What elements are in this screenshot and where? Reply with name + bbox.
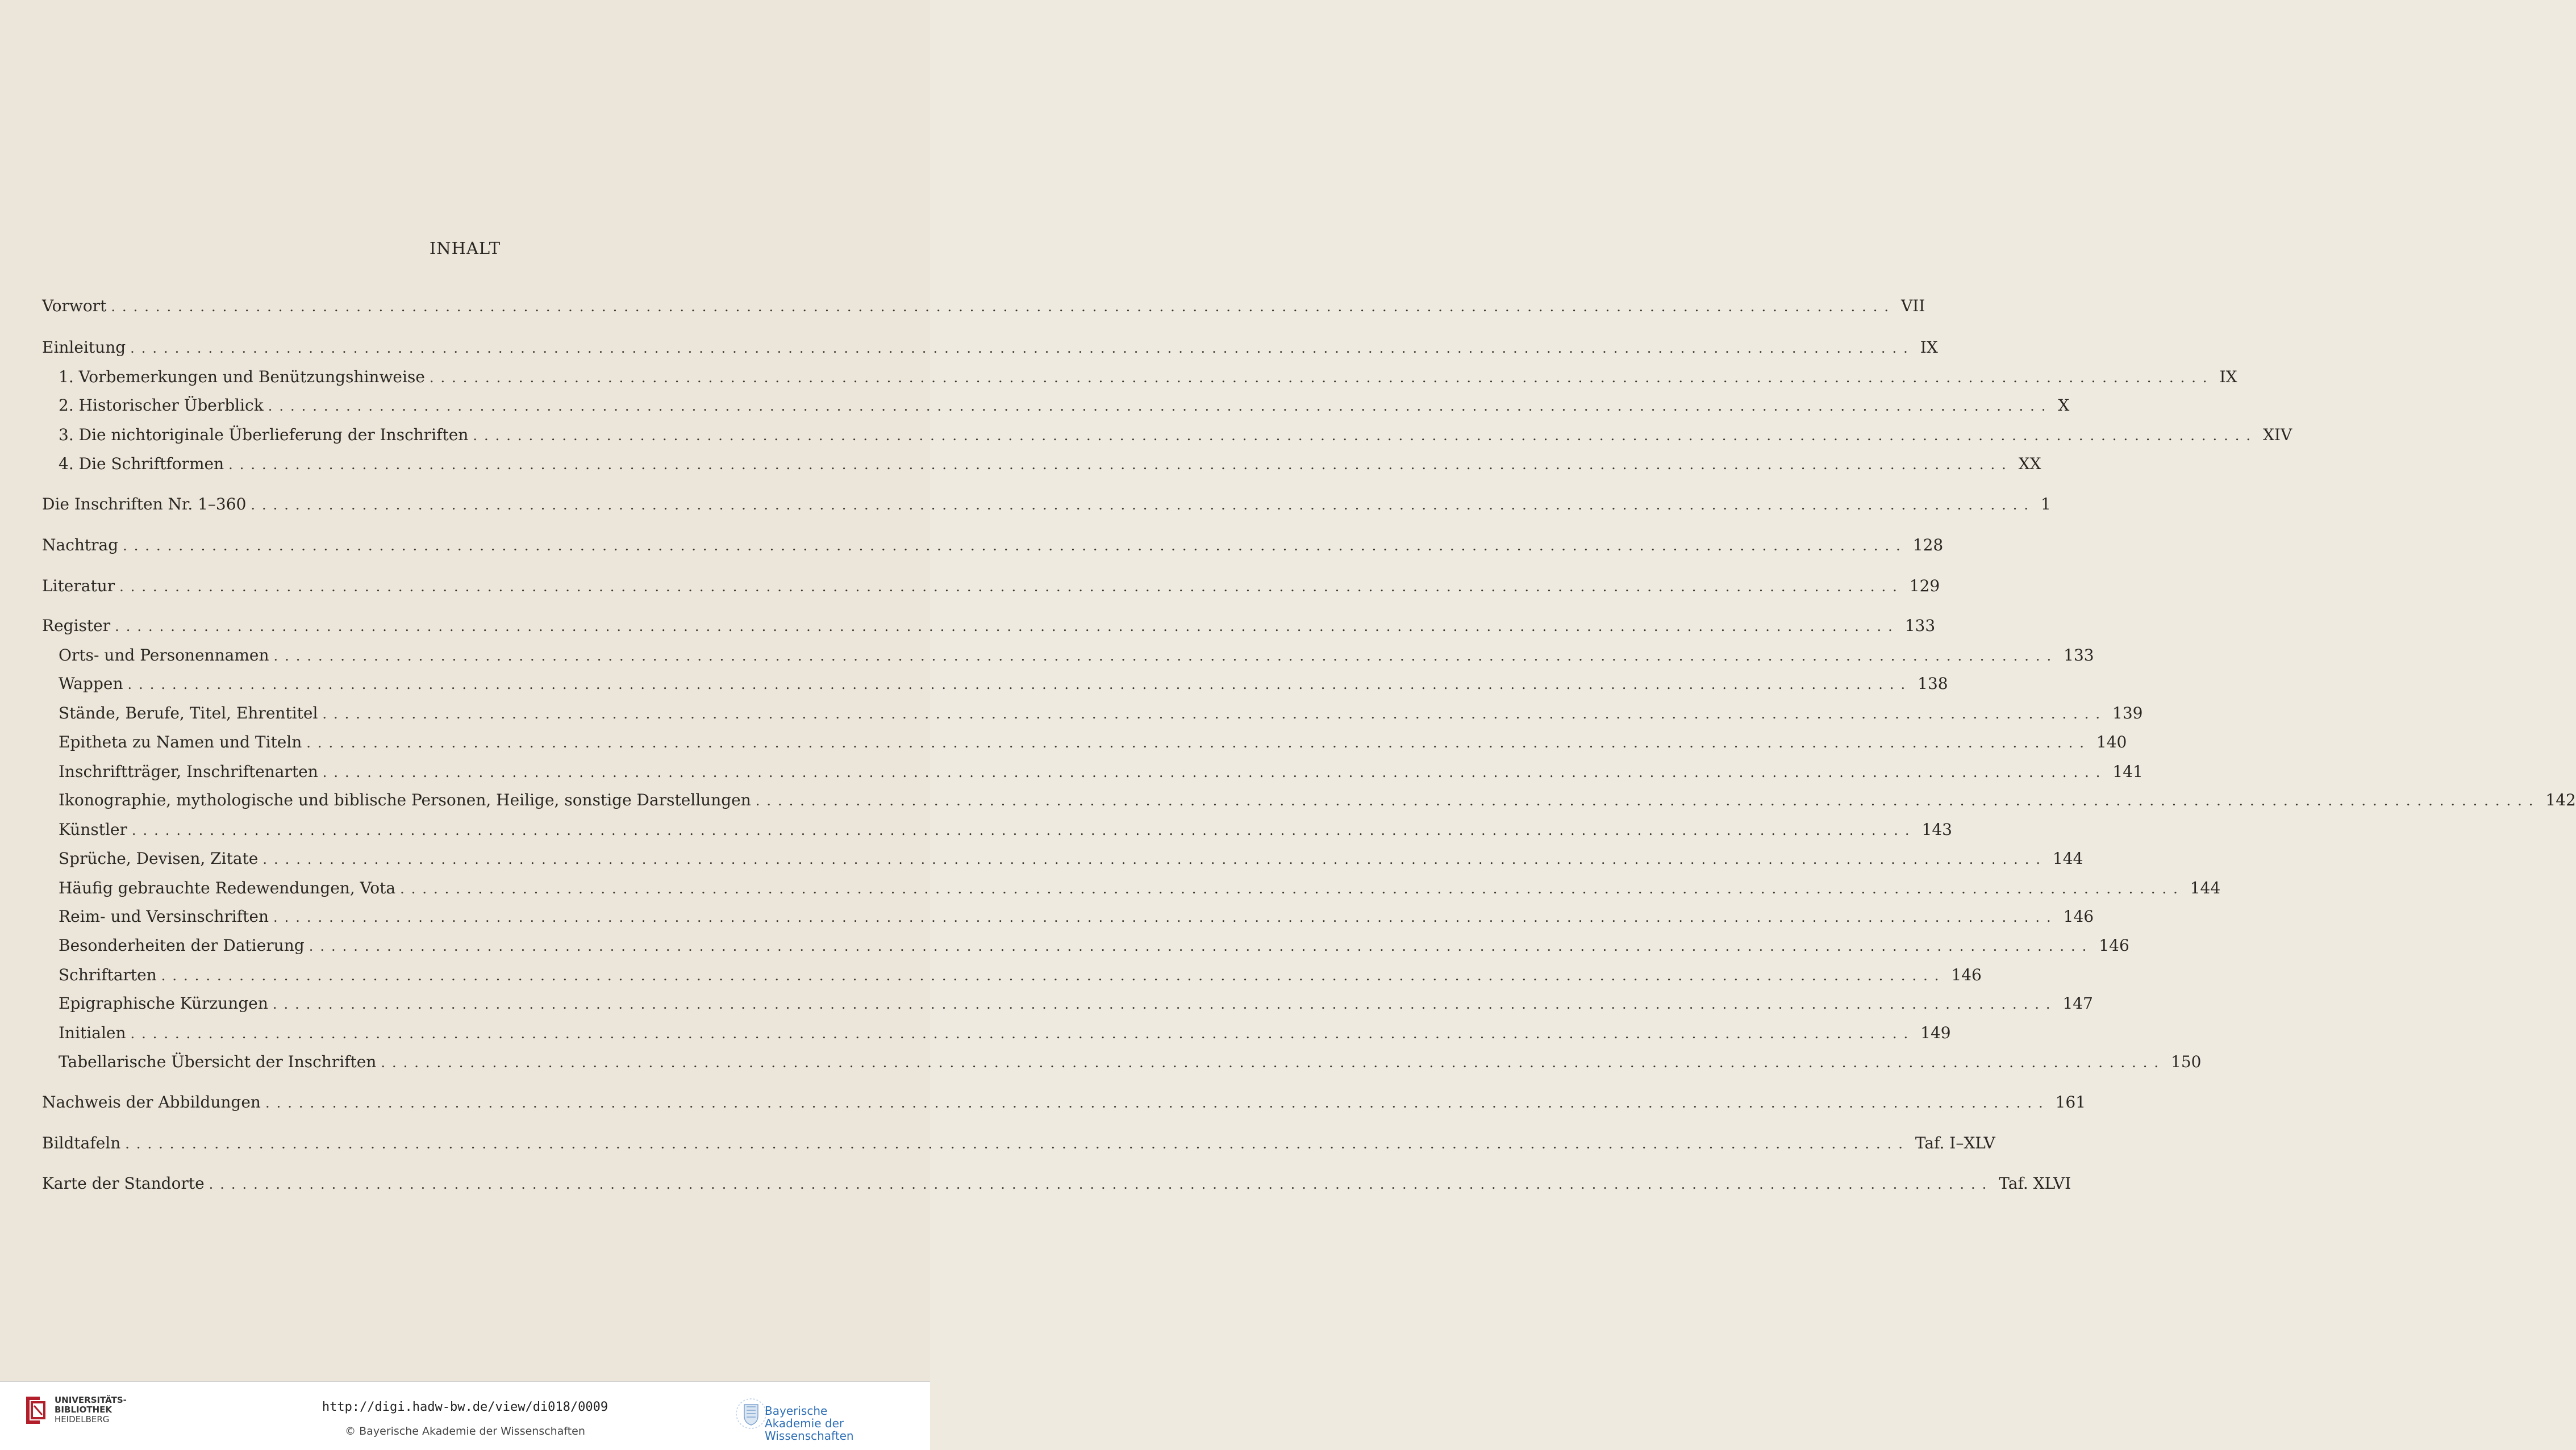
toc-entry-page-number: 144 bbox=[2190, 878, 2221, 897]
toc-entry-page-number: 139 bbox=[2112, 704, 2143, 723]
toc-entry[interactable] bbox=[59, 878, 2221, 899]
toc-leader-dots: ................................................................................................................................................................ bbox=[125, 1135, 1910, 1152]
toc-entry[interactable] bbox=[59, 790, 2576, 811]
toc-entry-label: Schriftarten bbox=[59, 965, 157, 984]
toc-entry-label: Register bbox=[42, 616, 111, 635]
toc-entry-page-number: 141 bbox=[2112, 762, 2143, 781]
toc-entry-page-number: XIV bbox=[2262, 425, 2292, 445]
toc-entry-label: Tabellarische Übersicht der Inschriften bbox=[59, 1052, 377, 1071]
toc-entry[interactable] bbox=[42, 535, 1944, 556]
toc-entry[interactable] bbox=[59, 993, 2093, 1014]
toc-entry-page-number: 1 bbox=[2041, 495, 2051, 514]
toc-entry[interactable] bbox=[59, 454, 2041, 475]
toc-entry[interactable] bbox=[59, 935, 2129, 956]
toc-entry-label: Sprüche, Devisen, Zitate bbox=[59, 849, 259, 868]
toc-entry[interactable] bbox=[59, 395, 2070, 416]
toc-leader-dots: ................................................................................................................................................................ bbox=[306, 734, 2091, 751]
toc-entry-label: Epigraphische Kürzungen bbox=[59, 994, 268, 1013]
toc-entry[interactable] bbox=[59, 965, 1982, 986]
toc-leader-dots: ................................................................................................................................................................ bbox=[209, 1176, 1994, 1193]
toc-entry-label: Einleitung bbox=[42, 337, 126, 357]
toc-entry-page-number: 133 bbox=[1904, 616, 1936, 635]
toc-leader-dots: ................................................................................................................................................................ bbox=[322, 706, 2107, 722]
toc-entry-page-number: 129 bbox=[1909, 576, 1940, 595]
toc-entry-page-number: 161 bbox=[2055, 1093, 2086, 1112]
toc-entry-page-number: VII bbox=[1900, 296, 1925, 315]
toc-leader-dots: ................................................................................................................................................................ bbox=[161, 967, 1946, 984]
toc-entry-page-number: 150 bbox=[2171, 1052, 2202, 1071]
toc-leader-dots: ................................................................................................................................................................ bbox=[273, 909, 2058, 926]
toc-leader-dots: ................................................................................................................................................................ bbox=[400, 880, 2185, 897]
toc-entry-label: Häufig gebrauchte Redewendungen, Vota bbox=[59, 878, 396, 897]
toc-leader-dots: ................................................................................................................................................................ bbox=[272, 996, 2057, 1013]
toc-entry-page-number: 143 bbox=[1921, 820, 1952, 839]
toc-entry[interactable] bbox=[42, 1173, 2071, 1194]
toc-entry[interactable] bbox=[42, 296, 1925, 317]
toc-entry[interactable] bbox=[59, 367, 2237, 388]
toc-leader-dots: ................................................................................................................................................................ bbox=[111, 298, 1895, 315]
toc-entry-label: Besonderheiten der Datierung bbox=[59, 935, 305, 955]
toc-leader-dots: ................................................................................................................................................................ bbox=[262, 851, 2047, 867]
toc-entry-label: Orts- und Personennamen bbox=[59, 645, 269, 665]
toc-leader-dots: ................................................................................................................................................................ bbox=[119, 578, 1904, 595]
toc-entry-label: Literatur bbox=[42, 576, 115, 595]
toc-entry-page-number: 146 bbox=[2063, 907, 2094, 926]
page-title: INHALT bbox=[429, 239, 501, 258]
toc-entry-page-number: X bbox=[2058, 396, 2070, 415]
library-name-line-1: UNIVERSITÄTS- bbox=[55, 1395, 127, 1405]
toc-entry-label: Stände, Berufe, Titel, Ehrentitel bbox=[59, 704, 318, 723]
toc-entry-label: Nachtrag bbox=[42, 536, 119, 555]
toc-entry-page-number: 149 bbox=[1920, 1023, 1951, 1043]
toc-entry-label: Ikonographie, mythologische und biblische Personen, Heilige, sonstige Darstellungen bbox=[59, 791, 751, 810]
toc-entry-page-number: 146 bbox=[1951, 965, 1982, 984]
toc-entry[interactable] bbox=[42, 576, 1940, 597]
toc-entry-label: Künstler bbox=[59, 820, 127, 839]
toc-leader-dots: ................................................................................................................................................................ bbox=[131, 822, 1916, 839]
toc-entry[interactable] bbox=[59, 645, 2094, 666]
toc-entry-page-number: 142 bbox=[2545, 791, 2576, 810]
toc-entry-page-number: Taf. XLVI bbox=[1999, 1174, 2071, 1193]
academy-name-line-1: Bayerische bbox=[765, 1404, 828, 1418]
toc-entry-page-number: 133 bbox=[2064, 645, 2094, 665]
table-of-contents bbox=[42, 0, 2576, 1250]
toc-entry[interactable] bbox=[59, 674, 1948, 695]
toc-leader-dots: ................................................................................................................................................................ bbox=[473, 428, 2257, 444]
toc-entry-label: 3. Die nichtoriginale Überlieferung der Inschriften bbox=[59, 425, 469, 445]
toc-entry-page-number: 147 bbox=[2062, 994, 2093, 1013]
toc-entry-page-number: IX bbox=[1920, 337, 1938, 357]
toc-entry-page-number: Taf. I–XLV bbox=[1915, 1133, 1995, 1152]
toc-entry[interactable] bbox=[59, 732, 2127, 753]
toc-leader-dots: ................................................................................................................................................................ bbox=[251, 497, 2036, 513]
toc-leader-dots: ................................................................................................................................................................ bbox=[322, 764, 2107, 780]
academy-name-line-2: Akademie der Wissenschaften bbox=[765, 1416, 854, 1443]
toc-entry[interactable] bbox=[42, 1133, 1995, 1154]
toc-entry[interactable] bbox=[42, 1092, 2086, 1113]
toc-entry[interactable] bbox=[59, 906, 2094, 927]
toc-entry[interactable] bbox=[59, 703, 2143, 724]
toc-leader-dots: ................................................................................................................................................................ bbox=[309, 938, 2094, 954]
toc-entry[interactable] bbox=[59, 762, 2143, 783]
toc-leader-dots: ................................................................................................................................................................ bbox=[115, 618, 1899, 634]
toc-leader-dots: ................................................................................................................................................................ bbox=[755, 793, 2540, 809]
toc-entry[interactable] bbox=[59, 1023, 1951, 1044]
toc-leader-dots: ................................................................................................................................................................ bbox=[130, 1026, 1915, 1042]
library-name-line-2: BIBLIOTHEK bbox=[55, 1405, 112, 1415]
toc-entry-label: Epitheta zu Namen und Titeln bbox=[59, 732, 302, 751]
toc-entry-label: Reim- und Versinschriften bbox=[59, 907, 269, 926]
toc-entry-label: Bildtafeln bbox=[42, 1133, 121, 1152]
toc-entry-page-number: 144 bbox=[2052, 849, 2083, 868]
toc-leader-dots: ................................................................................................................................................................ bbox=[381, 1054, 2165, 1071]
toc-entry-page-number: 146 bbox=[2099, 935, 2129, 955]
copyright-notice: © Bayerische Akademie der Wissenschaften bbox=[345, 1425, 585, 1438]
toc-leader-dots: ................................................................................................................................................................ bbox=[127, 676, 1912, 693]
toc-entry[interactable] bbox=[59, 1052, 2202, 1073]
toc-entry-label: 1. Vorbemerkungen und Benützungshinweise bbox=[59, 367, 425, 386]
toc-leader-dots: ................................................................................................................................................................ bbox=[123, 538, 1907, 554]
toc-leader-dots: ................................................................................................................................................................ bbox=[273, 647, 2058, 664]
toc-entry[interactable] bbox=[59, 849, 2083, 870]
toc-entry-label: Die Inschriften Nr. 1–360 bbox=[42, 495, 247, 514]
toc-entry-label: Initialen bbox=[59, 1023, 126, 1043]
toc-entry-page-number: 128 bbox=[1912, 536, 1944, 555]
toc-entry-page-number: XX bbox=[2018, 454, 2041, 473]
toc-entry[interactable] bbox=[42, 337, 1938, 358]
toc-leader-dots: ................................................................................................................................................................ bbox=[268, 398, 2053, 415]
toc-entry[interactable] bbox=[42, 616, 1936, 637]
toc-entry-page-number: 138 bbox=[1918, 674, 1948, 693]
toc-entry-label: Nachweis der Abbildungen bbox=[42, 1093, 261, 1112]
toc-leader-dots: ................................................................................................................................................................ bbox=[228, 456, 2013, 473]
toc-leader-dots: ................................................................................................................................................................ bbox=[130, 340, 1915, 356]
toc-entry-label: 2. Historischer Überblick bbox=[59, 396, 264, 415]
toc-entry[interactable] bbox=[59, 820, 1952, 841]
toc-entry-label: Karte der Standorte bbox=[42, 1174, 205, 1193]
toc-leader-dots: ................................................................................................................................................................ bbox=[265, 1095, 2050, 1111]
toc-entry-page-number: IX bbox=[2219, 367, 2237, 386]
toc-entry-label: 4. Die Schriftformen bbox=[59, 454, 224, 473]
toc-entry[interactable] bbox=[59, 425, 2292, 446]
academy-name[interactable] bbox=[765, 1405, 930, 1442]
toc-entry-label: Wappen bbox=[59, 674, 123, 693]
toc-entry-label: Inschriftträger, Inschriftenarten bbox=[59, 762, 318, 781]
permalink-url[interactable]: http://digi.hadw-bw.de/view/di018/0009 bbox=[322, 1400, 608, 1414]
library-name-line-3: HEIDELBERG bbox=[55, 1414, 110, 1424]
toc-entry-page-number: 140 bbox=[2096, 732, 2127, 751]
toc-leader-dots: ................................................................................................................................................................ bbox=[429, 369, 2214, 386]
toc-entry[interactable] bbox=[42, 494, 2051, 515]
viewer-footer bbox=[0, 1381, 930, 1450]
toc-entry-label: Vorwort bbox=[42, 296, 107, 315]
